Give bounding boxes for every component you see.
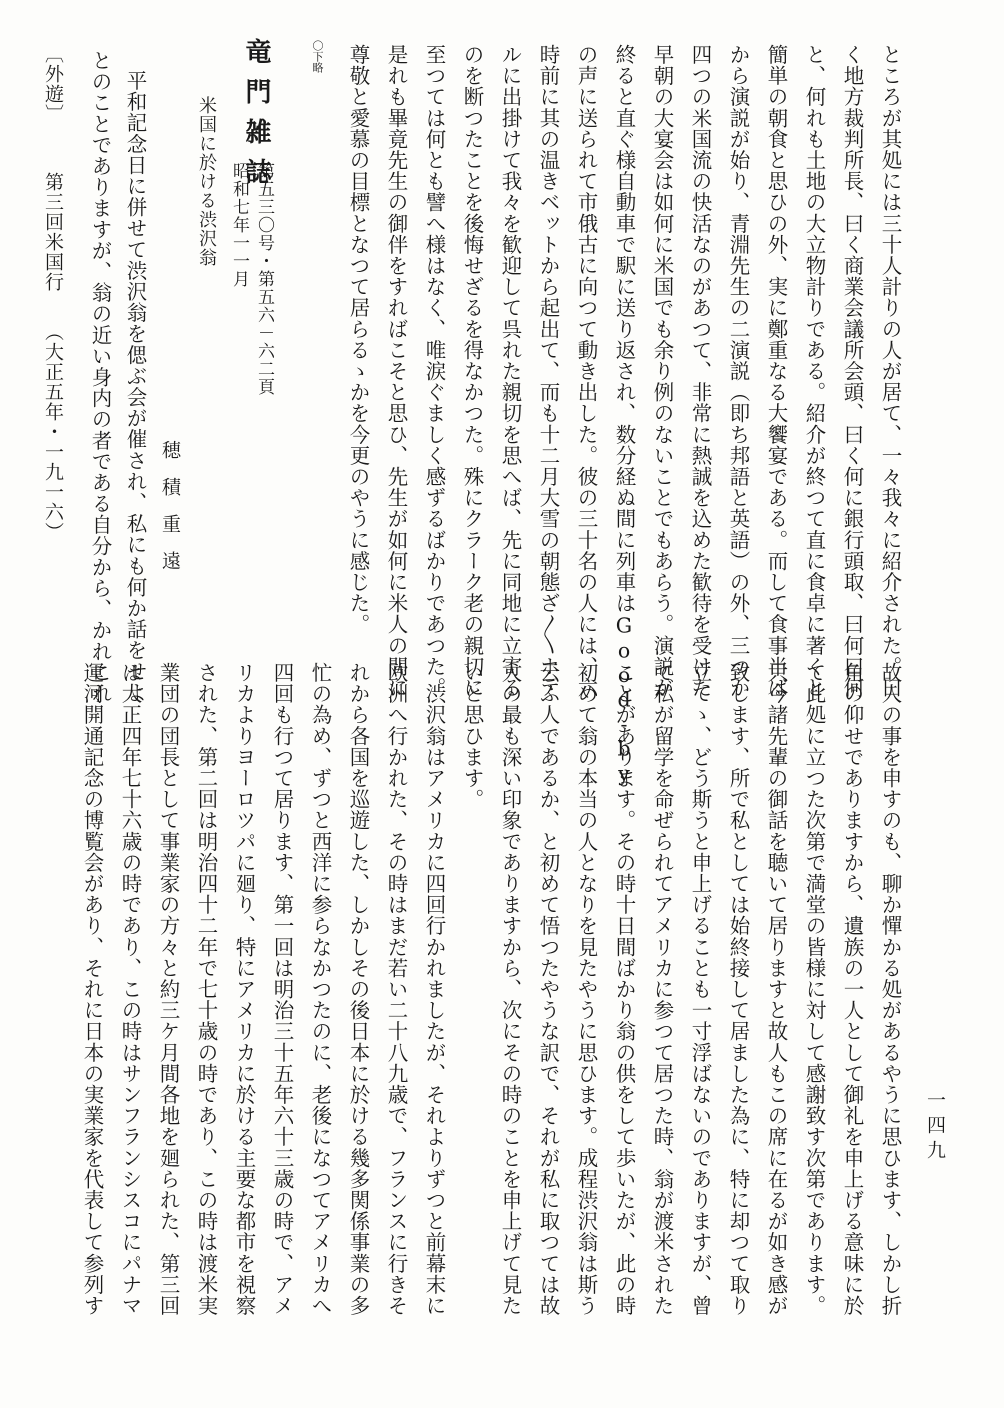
text-column: いと思ひます。 <box>460 662 484 810</box>
text-column: れから各国を巡遊した、しかしその後日本に於ける幾多関係事業の多 <box>346 662 370 1317</box>
text-column: された、第二回は明治四十二年で七十歳の時であり、この時は渡米実 <box>194 662 218 1317</box>
footer-chapter: 第三回米国行 <box>42 172 64 292</box>
issue-info: 第五三〇号・第五六－六二頁 <box>254 162 274 396</box>
footer-period: （大正五年・一九一六） <box>42 322 64 542</box>
text-column: ところが其処には三十人計りの人が居て、一々我々に紹介された。曰 <box>878 44 902 699</box>
text-column: 至つては何とも譬へ様はなく、唯涙ぐましく感ずるばかりであつた。 <box>422 44 446 699</box>
text-column: 時前に其の温きベットから起出て、而も十二月大雪の朝態ざ〳〵ホテ <box>536 44 560 698</box>
text-column: から演説が始り、青淵先生の二演説（即ち邦語と英語）の外、三つか <box>726 44 750 699</box>
text-column: 欧洲へ行かれた、その時はまだ若い二十八九歳で、フランスに行きそ <box>384 662 408 1317</box>
issue-date: 昭和七年一一月 <box>229 162 249 288</box>
text-column: 平和記念日に併せて渋沢翁を偲ぶ会が催され、私にも何か話をせよ <box>123 70 147 703</box>
footer-section-label: 〔外遊〕 <box>42 44 64 124</box>
text-column: て私が留学を命ぜられてアメリカに参つて居つた時、翁が渡米された <box>650 662 674 1317</box>
magazine-title: 竜門雑誌 <box>241 38 271 198</box>
text-column: の声に送られて市俄古に向つて動き出した。彼の三十名の人には、六 <box>574 44 598 699</box>
text-column: 早朝の大宴会は如何に米国でも余り例のないことでもあらう。演説が <box>650 44 674 699</box>
text-column: 尊敬と愛慕の目標となつて居らるゝかを今更のやうに感じた。 <box>346 44 370 635</box>
text-column: とのことでありますが、翁の近い身内の者である自分から、かれこれ <box>88 50 112 705</box>
text-column: 是れも畢竟先生の御伴をすればこそと思ひ、先生が如何に米人の間に <box>384 44 408 699</box>
omission-note: 〇下略 <box>311 40 324 73</box>
author-name: 穂積重遠 <box>159 440 181 588</box>
page-number: 一四九 <box>924 1090 946 1165</box>
text-column: 簡単の朝食と思ひの外、実に鄭重なる大饗宴である。而して食事半ば <box>764 44 788 699</box>
text-column: 終ると直ぐ様自動車で駅に送り返され、数分経ぬ間に列車はGood-by <box>612 44 636 786</box>
text-column: 云ふ人であるか、と初めて悟つたやうな訳で、それが私に取つては故 <box>536 662 560 1317</box>
text-column: 初めて翁の本当の人となりを見たやうに思ひます。成程渋沢翁は斯う <box>574 662 598 1317</box>
text-column: 人の最も深い印象でありますから、次にその時のことを申上げて見た <box>498 662 522 1317</box>
text-column: 只今諸先輩の御話を聴いて居りますと故人もこの席に在るが如き感が <box>764 662 788 1317</box>
text-column: 忙の為め、ずつと西洋に参らなかつたのに、老後になつてアメリカへ <box>308 662 332 1317</box>
text-column: 立てゝ、どう斯うと申上げることも一寸浮ばないのでありますが、曾 <box>688 662 712 1317</box>
text-column: 業団の団長として事業家の方々と約三ケ月間各地を廻られた、第三回 <box>156 662 180 1317</box>
text-column: ことがあります。その時十日間ばかり翁の供をして歩いたが、此の時 <box>612 662 636 1317</box>
text-column: 四つの米国流の快活なのがあつて、非常に熱誠を込めた歓待を受けた <box>688 44 712 699</box>
text-column: リカよりヨーロツパに廻り、特にアメリカに於ける主要な都市を視察 <box>232 662 256 1317</box>
text-column: く地方裁判所長、曰く商業会議所会頭、曰く何に銀行頭取、曰何曰何 <box>840 44 864 699</box>
text-column: 四回も行つて居ります、第一回は明治三十五年六十三歳の時で、アメ <box>270 662 294 1317</box>
text-column: 故人の事を申すのも、聊か憚かる処があるやうに思ひます、しかし折 <box>878 662 902 1317</box>
text-column: のを断つたことを後悔せざるを得なかつた。殊にクラーク老の親切に <box>460 44 484 699</box>
text-column: 致します、所で私としては始終接して居ました為に、特に却つて取り <box>726 662 750 1317</box>
text-column: 角の仰せでありますから、遺族の一人として御礼を申上げる意味に於 <box>840 662 864 1317</box>
text-column: 運河開通記念の博覧会があり、それに日本の実業家を代表して参列す <box>80 662 104 1317</box>
text-column: て此処に立つた次第で満堂の皆様に対して感謝致す次第であります。 <box>802 662 826 1317</box>
text-column: は大正四年七十六歳の時であり、この時はサンフランシスコにパナマ <box>118 662 142 1317</box>
text-column: と、何れも土地の大立物計りである。紹介が終つて直に食卓に著くと <box>802 44 826 699</box>
text-column: 渋沢翁はアメリカに四回行かれましたが、それよりずつと前幕末に <box>422 662 446 1317</box>
text-column: ルに出掛けて我々を歓迎して呉れた親切を思へば、先に同地に立寄る <box>498 44 522 699</box>
article-title: 米国に於ける渋沢翁 <box>196 96 217 267</box>
